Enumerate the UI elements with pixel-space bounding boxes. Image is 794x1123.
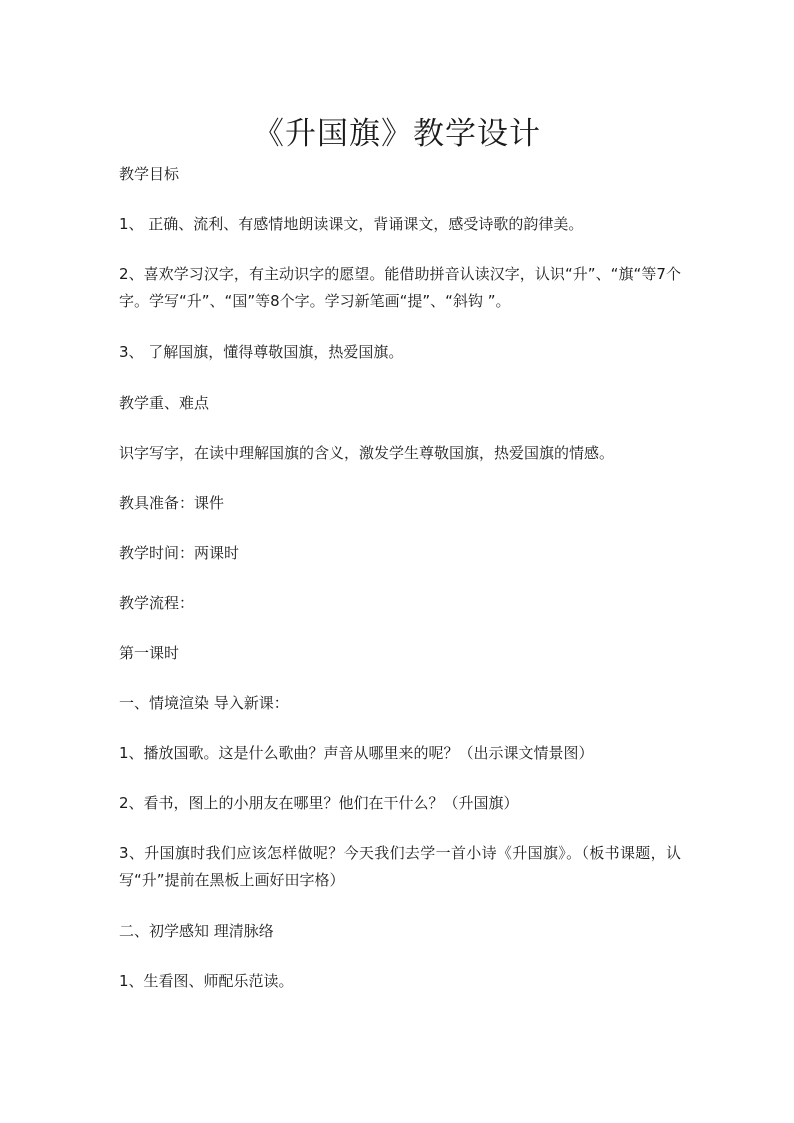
- goal-item-2: 2、喜欢学习汉字，有主动识字的愿望。能借助拼音认读汉字，认识“升”、“旗“等7个字。学写“升”、“国”等8个字。学习新笔画“提”、“斜钩 ”。: [119, 265, 681, 310]
- goal-item-3: 3、 了解国旗，懂得尊敬国旗，热爱国旗。: [119, 343, 404, 361]
- teaching-time: 教学时间：两课时: [119, 544, 240, 562]
- section-one-item-2: 2、看书，图上的小朋友在哪里？他们在干什么？（升国旗）: [119, 794, 519, 812]
- document-title: 《升国旗》教学设计: [253, 116, 541, 152]
- section-one-item-3: 3、升国旗时我们应该怎样做呢？今天我们去学一首小诗《升国旗》。（板书课题，认写“升”提前在黑板上画好田字格）: [119, 844, 681, 889]
- section-two-heading: 二、初学感知 理清脉络: [119, 922, 274, 940]
- heading-first-lesson: 第一课时: [119, 644, 180, 662]
- teaching-aids: 教具准备：课件: [119, 494, 225, 512]
- heading-teaching-goals: 教学目标: [119, 165, 180, 183]
- key-points-text: 识字写字，在读中理解国旗的含义，激发学生尊敬国旗，热爱国旗的情感。: [119, 444, 615, 462]
- heading-key-points: 教学重、难点: [119, 394, 210, 412]
- goal-item-1: 1、 正确、流利、有感情地朗读课文，背诵课文，感受诗歌的韵律美。: [119, 215, 584, 233]
- section-one-heading: 一、情境渲染 导入新课：: [119, 694, 289, 712]
- heading-teaching-process: 教学流程：: [119, 594, 195, 612]
- section-one-item-1: 1、播放国歌。这是什么歌曲？声音从哪里来的呢？（出示课文情景图）: [119, 744, 594, 762]
- section-two-item-1: 1、生看图、师配乐范读。: [119, 972, 294, 990]
